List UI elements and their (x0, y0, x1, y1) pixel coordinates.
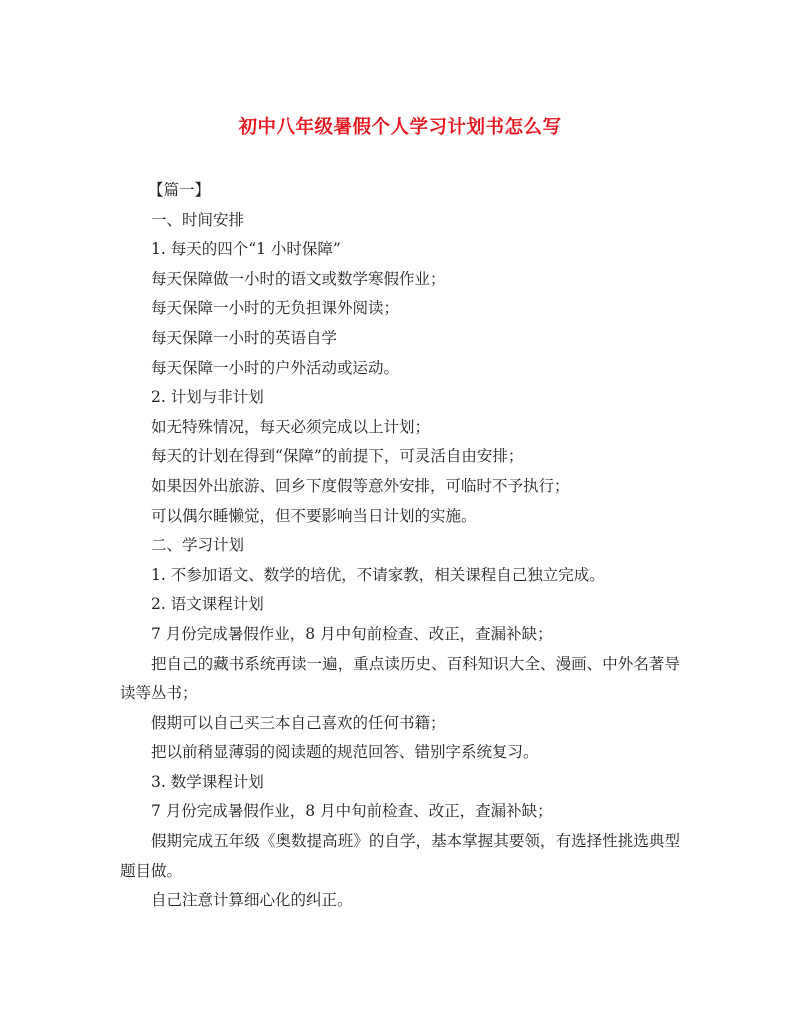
paragraph: 如无特殊情况，每天必须完成以上计划； (151, 417, 431, 436)
paragraph: 假期可以自己买三本自己喜欢的任何书籍； (151, 713, 446, 732)
paragraph: 每天保障一小时的英语自学 (151, 328, 338, 347)
section-heading: 一、时间安排 (151, 210, 245, 229)
paragraph: 每天保障做一小时的语文或数学寒假作业； (151, 269, 446, 288)
paragraph: 把自己的藏书系统再读一遍，重点读历史、百科知识大全、漫画、中外名著导读等丛书； (120, 654, 680, 703)
paragraph: 把以前稍显薄弱的阅读题的规范回答、错别字系统复习。 (151, 743, 539, 762)
subsection-heading: 2. 语文课程计划 (151, 595, 264, 614)
paragraph: 自己注意计算细心化的纠正。 (151, 891, 353, 910)
paragraph: 1. 不参加语文、数学的培优，不请家教，相关课程自己独立完成。 (151, 565, 605, 584)
subsection-heading: 1. 每天的四个“1 小时保障” (151, 240, 341, 259)
paragraph: 可以偶尔睡懒觉，但不要影响当日计划的实施。 (151, 506, 477, 525)
paragraph: 假期完成五年级《奥数提高班》的自学，基本掌握其要领，有选择性挑选典型题目做。 (120, 832, 680, 880)
paragraph: 7 月份完成暑假作业，8 月中旬前检查、改正，查漏补缺； (151, 624, 553, 643)
paragraph: 7 月份完成暑假作业，8 月中旬前检查、改正，查漏补缺； (151, 802, 553, 821)
document-title: 初中八年级暑假个人学习计划书怎么写 (238, 117, 562, 138)
section-heading: 二、学习计划 (151, 536, 245, 555)
paragraph: 每天的计划在得到“保障”的前提下，可灵活自由安排； (151, 447, 524, 466)
section-label: 【篇一】 (148, 181, 211, 199)
subsection-heading: 3. 数学课程计划 (151, 772, 264, 791)
paragraph: 每天保障一小时的无负担课外阅读； (151, 299, 400, 318)
paragraph: 如果因外出旅游、回乡下度假等意外安排，可临时不予执行； (151, 476, 570, 495)
paragraph: 每天保障一小时的户外活动或运动。 (151, 358, 400, 377)
document-body (120, 176, 680, 916)
subsection-heading: 2. 计划与非计划 (151, 388, 264, 407)
